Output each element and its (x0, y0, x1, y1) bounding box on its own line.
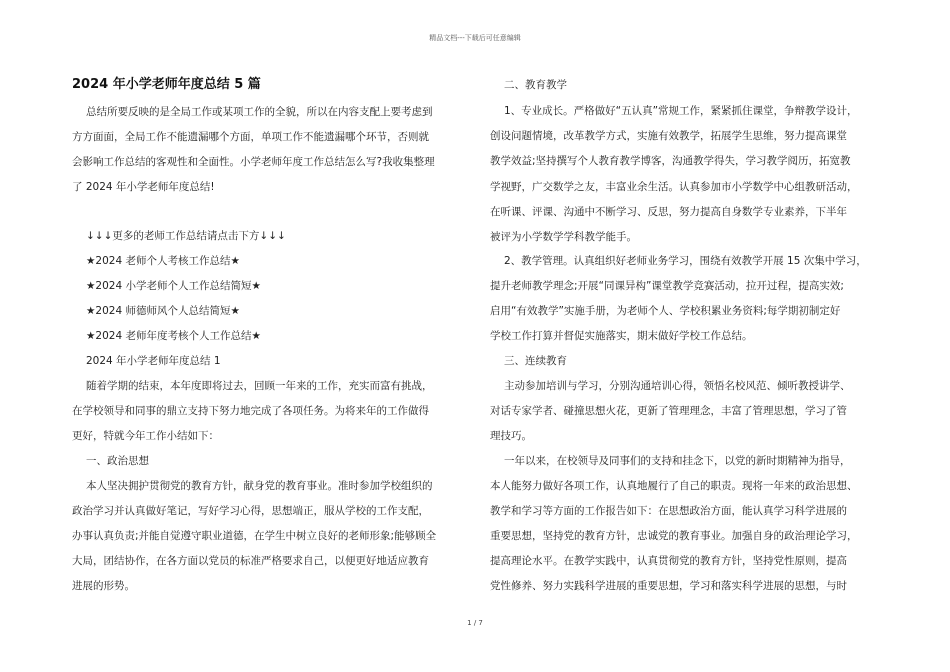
paragraph-line: 理技巧。 (490, 430, 532, 442)
paragraph-line: 2、教学管理。认真组织好老师业务学习，围绕有效教学开展 15 次集中学习， (504, 255, 867, 267)
paragraph-line: 提高理论水平。在教学实践中，认真贯彻党的教育方针，坚持党性原则，提高 (490, 555, 847, 567)
paragraph-line: 方方面面，全局工作不能遗漏哪个方面，单项工作不能遗漏哪个环节，否则就 (72, 131, 429, 143)
paragraph-line: 学校工作打算并督促实施落实，期末做好学校工作总结。 (490, 330, 753, 342)
section-heading: 一、政治思想 (86, 455, 149, 467)
paragraph-line: 1、专业成长。严格做好“五认真”常规工作，紧紧抓住课堂，争辩教学设计， (504, 105, 858, 117)
section-heading: 2024 年小学老师年度总结 1 (86, 355, 221, 367)
section-heading: 三、连续教育 (504, 355, 567, 367)
paragraph-line: 创设问题情境，改革教学方式，实施有效教学，拓展学生思维，努力提高课堂 (490, 130, 847, 142)
paragraph-line: 政治学习并认真做好笔记，写好学习心得，思想端正，服从学校的工作支配， (72, 505, 429, 517)
related-link[interactable]: ★2024 老师年度考核个人工作总结★ (86, 330, 261, 342)
header-note: 精品文档---下载后可任意编辑 (429, 34, 521, 42)
section-heading: 二、教育教学 (504, 79, 567, 91)
paragraph-line: 重要思想，坚持党的教育方针，忠诚党的教育事业。加强自身的政治理论学习， (490, 530, 858, 542)
document-title: 2024 年小学老师年度总结 5 篇 (72, 77, 261, 92)
paragraph-line: 学视野，广交数学之友，丰富业余生活。认真参加市小学数学中心组教研活动， (490, 181, 858, 193)
paragraph-line: 主动参加培训与学习，分别沟通培训心得，领悟名校风范、倾听教授讲学、 (504, 380, 851, 392)
paragraph-line: 在听课、评课、沟通中不断学习、反思，努力提高自身数学专业素养，下半年 (490, 206, 847, 218)
paragraph-line: 了 2024 年小学老师年度总结! (72, 181, 215, 193)
paragraph-line: 党性修养、努力实践科学进展的重要思想，学习和落实科学进展的思想，与时 (490, 580, 847, 592)
paragraph-line: 启用“有效教学”实施手册，为老师个人、学校积累业务资料;每学期初制定好 (490, 305, 841, 317)
paragraph-line: 被评为小学数学学科教学能手。 (490, 231, 637, 243)
related-link[interactable]: ★2024 小学老师个人工作总结简短★ (86, 280, 261, 292)
paragraph-line: 进展的形势。 (72, 580, 135, 592)
paragraph-line: 大局，团结协作，在各方面以党员的标准严格要求自己，以便更好地适应教育 (72, 555, 429, 567)
paragraph-line: 教学和学习等方面的工作报告如下：在思想政治方面，能认真学习科学进展的 (490, 505, 847, 517)
paragraph-line: 对话专家学者、碰撞思想火花，更新了管理理念，丰富了管理思想，学习了管 (490, 405, 847, 417)
page-number: 1 / 7 (467, 619, 483, 627)
paragraph-line: 本人坚决拥护贯彻党的教育方针，献身党的教育事业。准时参加学校组织的 (86, 480, 433, 492)
paragraph-line: 会影响工作总结的客观性和全面性。小学老师年度工作总结怎么写?我收集整理 (72, 156, 435, 168)
more-link-prompt: ↓↓↓更多的老师工作总结请点击下方↓↓↓ (86, 230, 286, 242)
related-link[interactable]: ★2024 老师个人考核工作总结★ (86, 255, 240, 267)
paragraph-line: 在学校领导和同事的鼎立支持下努力地完成了各项任务。为将来年的工作做得 (72, 405, 429, 417)
paragraph-line: 更好，特就今年工作小结如下： (72, 430, 219, 442)
paragraph-line: 本人能努力做好各项工作，认真地履行了自己的职责。现将一年来的政治思想、 (490, 480, 858, 492)
paragraph-line: 总结所要反映的是全局工作或某项工作的全貌，所以在内容支配上要考虑到 (86, 106, 433, 118)
related-link[interactable]: ★2024 师德师风个人总结简短★ (86, 305, 240, 317)
paragraph-line: 一年以来，在校领导及同事们的支持和挂念下，以党的新时期精神为指导， (504, 455, 851, 467)
paragraph-line: 教学效益;坚持撰写个人教育教学博客，沟通教学得失，学习教学阅历，拓宽教 (490, 155, 851, 167)
paragraph-line: 办事认真负责;并能自觉遵守职业道德，在学生中树立良好的老师形象;能够顾全 (72, 530, 437, 542)
paragraph-line: 提升老师教学理念;开展“同课异构”课堂教学竞赛活动，拉开过程，提高实效; (490, 280, 844, 292)
paragraph-line: 随着学期的结束，本年度即将过去，回顾一年来的工作，充实而富有挑战， (86, 380, 433, 392)
